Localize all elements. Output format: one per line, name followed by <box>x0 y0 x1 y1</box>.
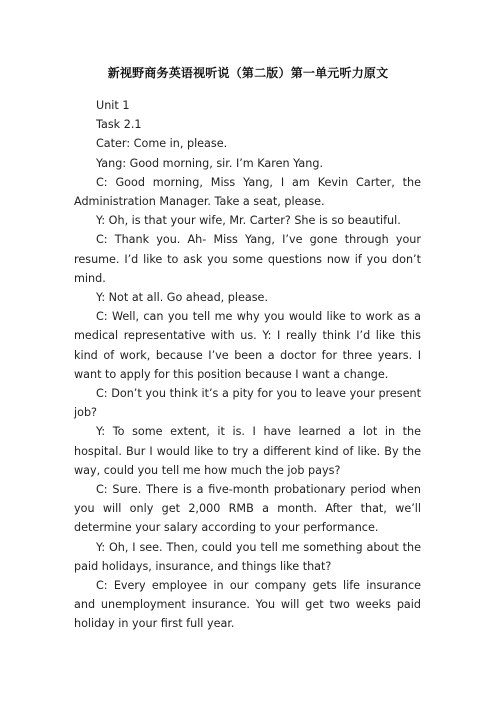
unit-heading: Unit 1 <box>96 99 130 112</box>
dialogue-line: Cater: Come in, please. <box>96 137 228 151</box>
dialogue-line: Yang: Good morning, sir. I’m Karen Yang. <box>96 156 324 170</box>
dialogue-paragraph: Y: Not at all. Go ahead, please. <box>96 291 268 305</box>
dialogue-paragraph: Y: To some extent, it is. I have learned a lot in the hospital. Bur I would like to try a different kind of like. By the way, could you tell me how much the job pays? <box>74 425 421 477</box>
dialogue-paragraph: C: Don’t you think it’s a pity for you to leave your present job? <box>74 387 421 420</box>
dialogue-paragraph: Y: Oh, is that your wife, Mr. Carter? She is so beautiful. <box>96 214 401 228</box>
dialogue-paragraph: C: Sure. There is a five-month probationary period when you will only get 2,000 RMB a month. After that, we’ll determine your salary according to your performance. <box>74 483 421 535</box>
dialogue-paragraph: C: Thank you. Ah- Miss Yang, I’ve gone through your resume. I’d like to ask you some questions now if you don’t mind. <box>74 233 421 285</box>
dialogue-paragraph: Y: Oh, I see. Then, could you tell me something about the paid holidays, insurance, and things like that? <box>74 540 421 573</box>
document-body <box>74 96 421 634</box>
dialogue-paragraph: C: Every employee in our company gets life insurance and unemployment insurance. You will get two weeks paid holiday in your first full year. <box>74 579 421 631</box>
task-heading: Task 2.1 <box>96 118 142 132</box>
dialogue-paragraph: C: Good morning, Miss Yang, I am Kevin Carter, the Administration Manager. Take a seat, please. <box>74 175 421 209</box>
document-title: 新视野商务英语视听说（第二版）第一单元听力原文 <box>107 66 389 80</box>
dialogue-paragraph: C: Well, can you tell me why you would like to work as a medical representative with us. Y: I really think I’d like this kind of work, because I’ve been a doctor for three years. I want to apply for this position because I want a change. <box>74 310 421 381</box>
